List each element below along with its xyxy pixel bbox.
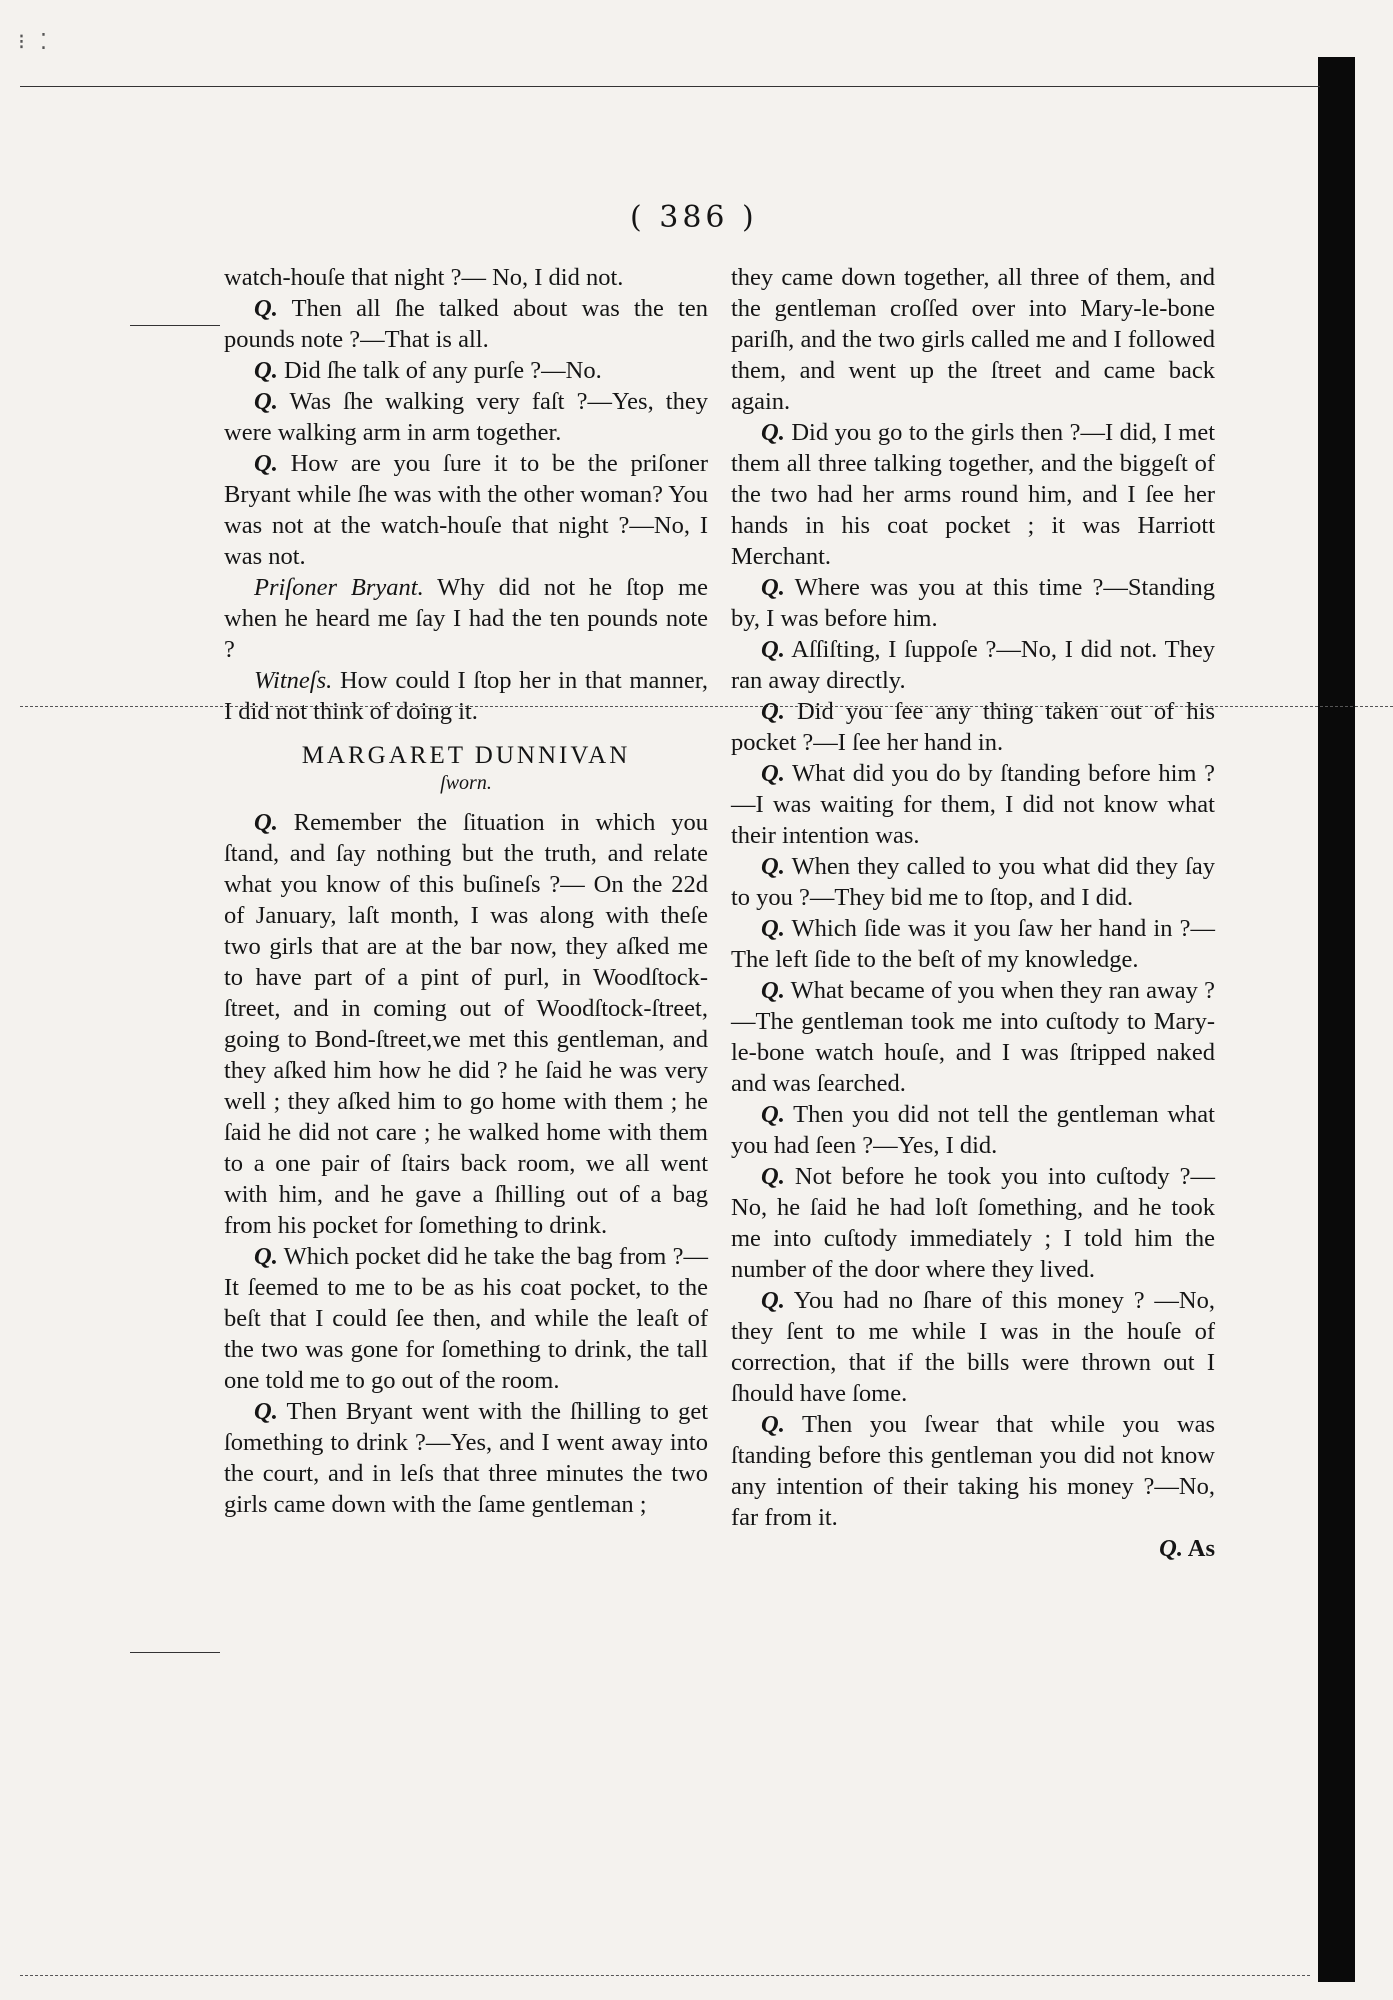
- question-paragraph: Q. Not before he took you into cuſtody ?—No, he ſaid he had loſt ſomething, and he took me into cuſtody immediately ; I told him the number of the door where they lived.: [731, 1163, 1215, 1283]
- prisoner-statement: Priſoner Bryant. Why did not he ſtop me when he heard me ſay I had the ten pounds note ?: [224, 574, 708, 663]
- question-paragraph: Q. Which pocket did he take the bag from ?—It ſeemed to me to be as his coat pocket, to the beſt that I could ſee then, and while the leaſt of the two was gone for ſomething to drink, the tall one told me to go out of the room.: [224, 1243, 709, 1394]
- question-paragraph: Q. Was ſhe walking very faſt ?—Yes, they were walking arm in arm together.: [224, 388, 708, 446]
- question-paragraph: Q. When they called to you what did they ſay to you ?—They bid me to ſtop, and I did.: [731, 853, 1215, 911]
- question-paragraph: Q. Then Bryant went with the ſhilling to get ſomething to drink ?—Yes, and I went away into the court, and in leſs that three minutes the two girls came down with the ſame gentleman ;: [224, 1398, 709, 1518]
- question-paragraph: Q. Remember the ſituation in which you ſtand, and ſay nothing but the truth, and relate what you know of this buſineſs ?— On the 22d of January, laſt month, I was along with theſe two girls that are at the bar now, they aſked me to have part of a pint of purl, in Woodſtock-ſtreet, and in coming out of Woodſtock-ſtreet, going to Bond-ſtreet,we met this gentleman, and they aſked him how he did ? he ſaid he was very well ; they aſked him to go home with them ; he ſaid he did not care ; he walked home with them to a one pair of ſtairs back room, we all went with him, and he gave a ſhilling out of a bag from his pocket for ſomething to drink.: [224, 809, 708, 1239]
- left-column: [224, 262, 708, 1520]
- question-paragraph: Q. Aſſiſting, I ſuppoſe ?—No, I did not. They ran away directly.: [731, 636, 1216, 694]
- question-paragraph: Q. Then you ſwear that while you was ſtanding before this gentleman you did not know any intention of their taking his money ?—No, far from it.: [731, 1411, 1215, 1531]
- catchword: Q. As: [1159, 1535, 1215, 1562]
- margin-specks: ⁝ ⁚: [18, 30, 51, 55]
- margin-mark-lower: [130, 1652, 220, 1653]
- question-paragraph: Q. What became of you when they ran away ?—The gentleman took me into cuſtody to Mary-le-bone watch houſe, and I was ſtripped naked and was ſearched.: [731, 977, 1215, 1097]
- question-paragraph: Q. Did you go to the girls then ?—I did, I met them all three talking together, and the biggeſt of the two had her arms round him, and I ſee her hands in his coat pocket ; it was Harriott Merchant.: [731, 419, 1216, 570]
- margin-mark: [130, 325, 220, 326]
- sworn-label: ſworn.: [440, 772, 492, 794]
- right-column: [731, 262, 1215, 1564]
- question-paragraph: Q. You had no ſhare of this money ? —No, they ſent to me while I was in the houſe of correction, that if the bills were thrown out I ſhould have ſome.: [731, 1287, 1215, 1407]
- bottom-scan-line: [20, 1975, 1310, 1976]
- page-number: ( 386 ): [630, 200, 758, 235]
- witness-name-heading: MARGARET DUNNIVAN: [301, 742, 631, 769]
- question-paragraph: Q. Where was you at this time ?—Standing by, I was before him.: [731, 574, 1216, 632]
- question-paragraph: Q. Then you did not tell the gentleman what you had ſeen ?—Yes, I did.: [731, 1101, 1215, 1159]
- question-paragraph: Q. Did you ſee any thing taken out of his pocket ?—I ſee her hand in.: [731, 698, 1216, 756]
- question-paragraph: Q. How are you ſure it to be the priſoner Bryant while ſhe was with the other woman? You was not at the watch-houſe that night ?—No, I was not.: [224, 450, 709, 570]
- question-paragraph: Q. Did ſhe talk of any purſe ?—No.: [254, 357, 602, 384]
- paragraph: watch-houſe that night ?— No, I did not.: [224, 264, 624, 291]
- witness-statement: Witneſs. How could I ſtop her in that manner, I did not think of doing it.: [224, 667, 709, 725]
- scan-edge-bar: [1318, 57, 1355, 1982]
- paragraph: they came down together, all three of them, and the gentleman croſſed over into Mary-le-bone pariſh, and the two girls called me and I followed them, and went up the ſtreet and came back again.: [731, 264, 1215, 415]
- question-paragraph: Q. What did you do by ſtanding before him ?—I was waiting for them, I did not know what their intention was.: [731, 760, 1215, 849]
- top-scan-line: [20, 86, 1320, 87]
- question-paragraph: Q. Then all ſhe talked about was the ten pounds note ?—That is all.: [224, 295, 708, 353]
- question-paragraph: Q. Which ſide was it you ſaw her hand in ?—The left ſide to the beſt of my knowledge.: [731, 915, 1215, 973]
